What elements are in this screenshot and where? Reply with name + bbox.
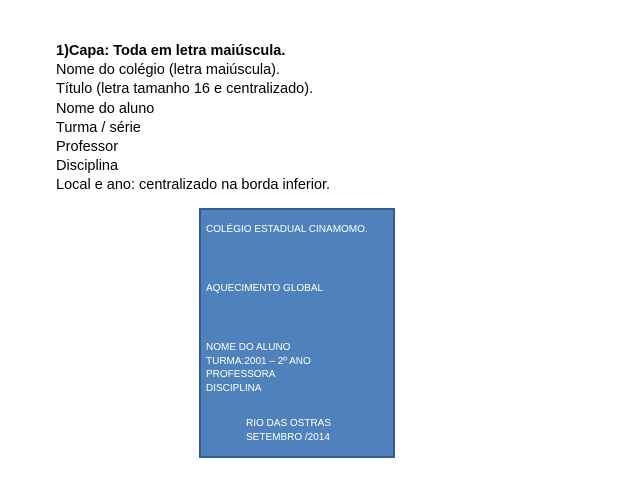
instructions-text	[56, 42, 616, 196]
cover-subject: DISCIPLINA	[206, 382, 262, 394]
instruction-item-class: Turma / série	[56, 119, 141, 136]
cover-place-date-block	[246, 417, 331, 444]
cover-date: SETEMBRO /2014	[246, 431, 330, 443]
cover-title: AQUECIMENTO GLOBAL	[206, 283, 324, 294]
cover-student-name: NOME DO ALUNO	[206, 342, 291, 353]
cover-city: RIO DAS OSTRAS	[246, 418, 332, 429]
instruction-item-student: Nome do aluno	[56, 100, 155, 117]
instruction-item-subject: Disciplina	[56, 158, 119, 175]
instruction-item-school: Nome do colégio (letra maiúscula).	[56, 62, 281, 79]
instructions-heading: 1)Capa: Toda em letra maiúscula.	[56, 43, 286, 59]
cover-info-block	[206, 341, 311, 395]
instruction-item-place-year: Local e ano: centralizado na borda inferior.	[56, 177, 331, 194]
instruction-item-title: Título (letra tamanho 16 e centralizado).	[56, 81, 314, 98]
cover-teacher: PROFESSORA	[206, 369, 276, 380]
instruction-item-teacher: Professor	[56, 139, 119, 156]
cover-class: TURMA:2001 – 2º ANO	[206, 355, 311, 367]
cover-example-box	[199, 208, 395, 458]
cover-school-name: COLÉGIO ESTADUAL CINAMOMO.	[206, 224, 368, 235]
